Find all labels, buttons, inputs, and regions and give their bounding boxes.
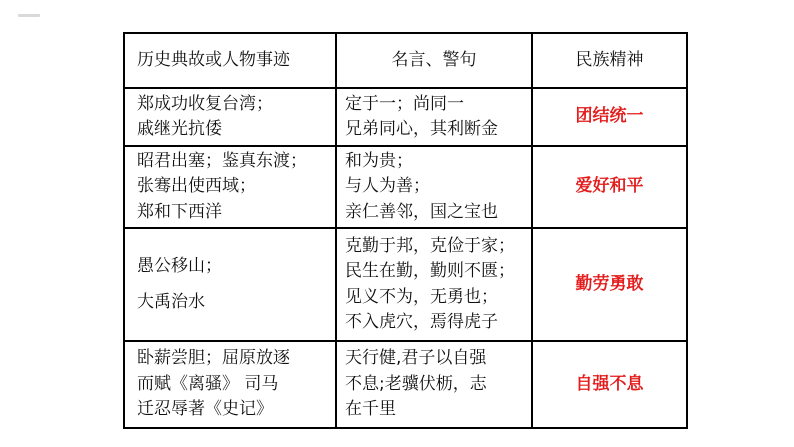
table-row <box>124 228 687 341</box>
story-line: 郑成功收复台湾； <box>137 93 273 114</box>
story-cell <box>124 146 336 228</box>
quote-line: 定于一；尚同一 <box>345 93 464 114</box>
header-spirit: 民族精神 <box>532 33 687 88</box>
story-line: 郑和下西洋 <box>137 201 222 222</box>
quote-cell <box>336 88 532 146</box>
quote-cell <box>336 341 532 428</box>
story-cell <box>124 88 336 146</box>
table-row <box>124 88 687 146</box>
national-spirit-table <box>123 32 688 429</box>
header-story: 历史典故或人物事迹 <box>124 33 336 88</box>
story-line: 卧薪尝胆；屈原放逐 <box>137 348 290 369</box>
spirit-cell: 勤劳勇敢 <box>532 228 687 341</box>
header-row <box>124 33 687 88</box>
spirit-cell: 爱好和平 <box>532 146 687 228</box>
quote-cell <box>336 228 532 341</box>
spirit-cell: 团结统一 <box>532 88 687 146</box>
quote-line: 克勤于邦，克俭于家； <box>345 235 515 256</box>
story-line: 大禹治水 <box>137 291 205 312</box>
quote-line: 民生在勤，勤则不匮； <box>345 261 515 281</box>
quote-line: 亲仁善邻，国之宝也 <box>345 201 498 222</box>
story-line: 张骞出使西域； <box>137 176 256 197</box>
quote-line: 兄弟同心，其利断金 <box>345 119 498 139</box>
story-line: 昭君出塞；鉴真东渡； <box>137 150 307 171</box>
story-line: 迁忍辱著《史记》 <box>137 399 273 420</box>
quote-line: 不息;老骥伏枥，志 <box>345 373 487 394</box>
quote-line: 见义不为，无勇也； <box>345 286 498 307</box>
quote-line: 天行健,君子以自强 <box>345 348 487 369</box>
quote-line: 在千里 <box>345 399 396 420</box>
quote-line: 与人为善； <box>345 176 430 197</box>
story-line: 而赋《离骚》 司马 <box>137 373 279 394</box>
corner-mark <box>18 14 40 17</box>
table-row <box>124 146 687 228</box>
table-row <box>124 341 687 428</box>
spirit-cell: 自强不息 <box>532 341 687 428</box>
story-line: 戚继光抗倭 <box>137 119 222 139</box>
quote-line: 和为贵； <box>345 150 413 171</box>
quote-line: 不入虎穴，焉得虎子 <box>345 312 498 332</box>
story-cell <box>124 341 336 428</box>
quote-cell <box>336 146 532 228</box>
story-cell <box>124 228 336 341</box>
header-quotes: 名言、警句 <box>336 33 532 88</box>
story-line: 愚公移山； <box>137 256 222 276</box>
